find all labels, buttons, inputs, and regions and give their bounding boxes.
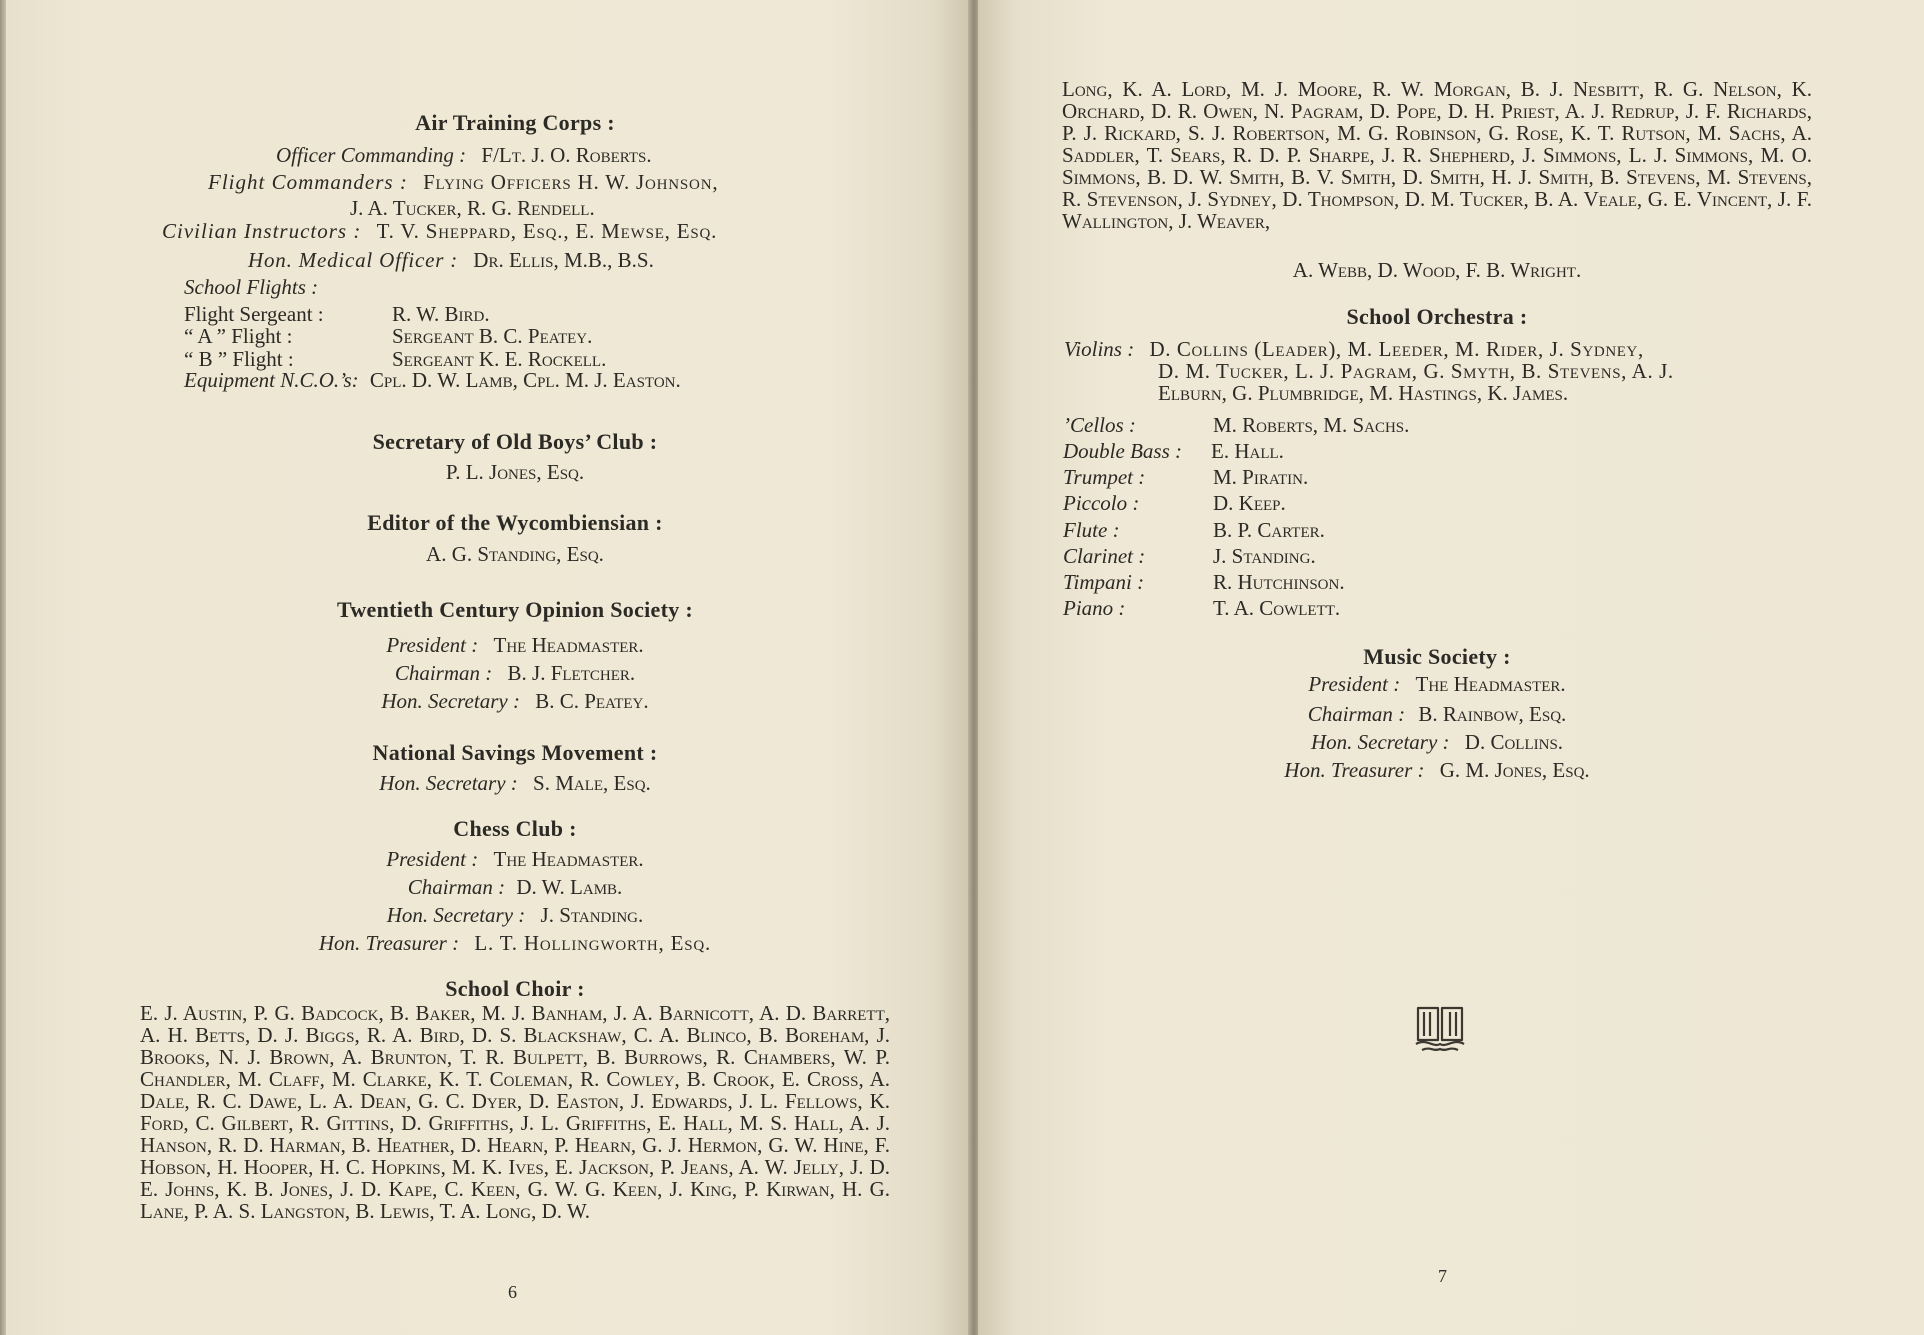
tcos-secretary-label: Hon. Secretary : [381,689,520,713]
choir-names-continued: Long, K. A. Lord, M. J. Moore, R. W. Morgan, B. J. Nesbitt, R. G. Nelson, K. Orchard, D. R. Owen, N. Pagram, D. Pope, D. H. Priest, A. J. Redrup, J. F. Richards, P. J. Rickard, S. J. Robertson, M. G. Robinson, G. Rose, K. T. Rutson, M. Sachs, A. Saddler, T. Sears, R. D. P. Sharpe, J. R. Shepherd, J. Simmons, L. J. Simmons, M. O. Simmons, B. D. W. Smith, B. V. Smith, D. Smith, H. J. Smith, B. Stevens, M. Stevens, R. Stevenson, J. Sydney, D. Thompson, D. M. Tucker, B. A. Veale, G. E. Vincent, J. F. Wallington, J. Weaver, [1062,77,1812,233]
choir-names-last-line: A. Webb, D. Wood, F. B. Wright. [1292,258,1582,282]
instrument-label: Timpani : [1063,570,1145,594]
atc-flight-value: Sergeant K. E. Rockell. [392,347,607,371]
instrument-value: D. Keep. [1213,491,1286,515]
chess-heading: Chess Club : [453,816,577,841]
page-number-right: 7 [1438,1266,1447,1286]
music-secretary-label: Hon. Secretary : [1310,730,1450,754]
instrument-value: E. Hall. [1211,439,1284,463]
atc-mo-value: Dr. Ellis, M.B., B.S. [473,248,654,272]
chess-secretary-label: Hon. Secretary : [386,903,526,927]
tcos-secretary-row [190,689,840,714]
nsm-secretary-label: Hon. Secretary : [379,771,518,795]
page-number-left: 6 [508,1282,517,1302]
atc-eq-value: Cpl. D. W. Lamb, Cpl. M. J. Easton. [369,368,681,392]
instrument-value: R. Hutchinson. [1213,570,1345,594]
tcos-chairman-row [190,661,840,686]
instrument-label: Piccolo : [1063,491,1140,515]
atc-ci-label: Civilian Instructors : [162,219,362,243]
nsm-heading: National Savings Movement : [372,740,658,765]
atc-fc-row [208,170,718,195]
atc-ci-value: T. V. Sheppard, Esq., E. Mewse, Esq. [376,219,718,243]
chess-chairman-label: Chairman : [407,875,506,899]
choir-names: E. J. Austin, P. G. Badcock, B. Baker, M. J. Banham, J. A. Barnicott, A. D. Barrett, A. H. Betts, D. J. Biggs, R. A. Bird, D. S. Blackshaw, C. A. Blinco, B. Boreham, J. Brooks, N. J. Brown, A. Brunton, T. R. Bulpett, B. Burrows, R. Chambers, W. P. Chandler, M. Claff, M. Clarke, K. T. Coleman, R. Cowley, B. Crook, E. Cross, A. Dale, R. C. Dawe, L. A. Dean, G. C. Dyer, D. Easton, J. Edwards, J. L. Fellows, K. Ford, C. Gilbert, R. Gittins, D. Griffiths, J. L. Griffiths, E. Hall, M. S. Hall, A. J. Hanson, R. D. Harman, B. Heather, D. Hearn, P. Hearn, G. J. Hermon, G. W. Hine, F. Hobson, H. Hooper, H. C. Hopkins, M. K. Ives, E. Jackson, P. Jeans, A. W. Jelly, J. D. E. Johns, K. B. Jones, J. D. Kape, C. Keen, G. W. G. Keen, J. King, P. Kirwan, H. G. Lane, P. A. S. Langston, B. Lewis, T. A. Long, D. W. [140,1001,890,1223]
chess-treasurer-row [190,931,840,956]
music-treasurer-row [1062,758,1812,783]
atc-flight-label: “ B ” Flight : [184,347,294,371]
book-ornament-icon [1412,1004,1468,1054]
music-president-value: The Headmaster. [1415,672,1566,696]
music-treasurer-value: G. M. Jones, Esq. [1439,758,1590,782]
instrument-value: M. Roberts, M. Sachs. [1213,413,1410,437]
violins-value-2: D. M. Tucker, L. J. Pagram, G. Smyth, B. Stevens, A. J. [1158,359,1674,383]
music-chairman-value: B. Rainbow, Esq. [1418,702,1567,726]
orchestra-heading: School Orchestra : [1346,304,1528,329]
nsm-secretary-row [190,771,840,796]
atc-mo-row [248,248,654,273]
chess-president-value: The Headmaster. [493,847,644,871]
nsm-secretary-value: S. Male, Esq. [533,771,651,795]
instrument-label: Piano : [1063,596,1126,620]
tcos-heading: Twentieth Century Opinion Society : [337,597,693,622]
atc-mo-label: Hon. Medical Officer : [248,248,459,272]
tcos-chairman-value: B. J. Fletcher. [507,661,636,685]
instrument-label: Flute : [1063,518,1120,542]
atc-eq-row [184,368,681,393]
old-boys-heading: Secretary of Old Boys’ Club : [372,429,658,454]
music-treasurer-label: Hon. Treasurer : [1284,758,1425,782]
old-boys-value: P. L. Jones, Esq. [445,460,585,484]
instrument-label: Trumpet : [1063,465,1146,489]
editor-value: A. G. Standing, Esq. [426,542,604,566]
chess-treasurer-value: L. T. Hollingworth, Esq. [474,931,712,955]
chess-secretary-row [190,903,840,928]
music-president-label: President : [1308,672,1401,696]
atc-sf-label: School Flights : [184,275,319,299]
music-chairman-row [1062,702,1812,727]
music-president-row [1062,672,1812,697]
chess-chairman-row [190,875,840,900]
atc-flight-value: Sergeant B. C. Peatey. [392,324,593,348]
instrument-label: Clarinet : [1063,544,1146,568]
atc-fc-value-2: J. A. Tucker, R. G. Rendell. [350,196,595,220]
tcos-secretary-value: B. C. Peatey. [535,689,649,713]
atc-ci-row [162,219,717,244]
tcos-president-label: President : [386,633,479,657]
chess-president-row [190,847,840,872]
atc-oc-label: Officer Commanding : [276,143,467,167]
tcos-chairman-label: Chairman : [394,661,493,685]
instrument-label: ’Cellos : [1063,413,1136,437]
instrument-value: T. A. Cowlett. [1213,596,1341,620]
atc-flight-value: R. W. Bird. [392,302,490,326]
atc-heading: Air Training Corps : [415,110,615,135]
tcos-president-row [190,633,840,658]
instrument-value: J. Standing. [1213,544,1316,568]
chess-treasurer-label: Hon. Treasurer : [318,931,460,955]
tcos-president-value: The Headmaster. [493,633,644,657]
atc-flight-row [184,324,293,349]
choir-heading: School Choir : [445,976,585,1001]
atc-flight-label: “ A ” Flight : [184,324,293,348]
violins-value-3: Elburn, G. Plumbridge, M. Hastings, K. James. [1158,381,1569,405]
music-secretary-value: D. Collins. [1464,730,1564,754]
atc-oc-value: F/Lt. J. O. Roberts. [481,143,652,167]
chess-chairman-value: D. W. Lamb. [516,875,623,899]
violins-value-1: D. Collins (Leader), M. Leeder, M. Rider, J. Sydney, [1149,337,1644,361]
chess-secretary-value: J. Standing. [540,903,644,927]
instrument-value: B. P. Carter. [1213,518,1325,542]
atc-oc-row [276,143,652,168]
atc-eq-label: Equipment N.C.O.’s: [184,368,359,392]
atc-fc-value-1: Flying Officers H. W. Johnson, [423,170,719,194]
instrument-label: Double Bass : [1063,439,1182,463]
atc-fc-label: Flight Commanders : [208,170,408,194]
music-chairman-label: Chairman : [1307,702,1406,726]
instrument-value: M. Piratin. [1213,465,1309,489]
atc-flight-label: Flight Sergeant : [184,302,324,326]
chess-president-label: President : [386,847,479,871]
music-heading: Music Society : [1363,644,1511,669]
violins-label: Violins : [1064,337,1135,361]
editor-heading: Editor of the Wycombiensian : [367,510,663,535]
music-secretary-row [1062,730,1812,755]
